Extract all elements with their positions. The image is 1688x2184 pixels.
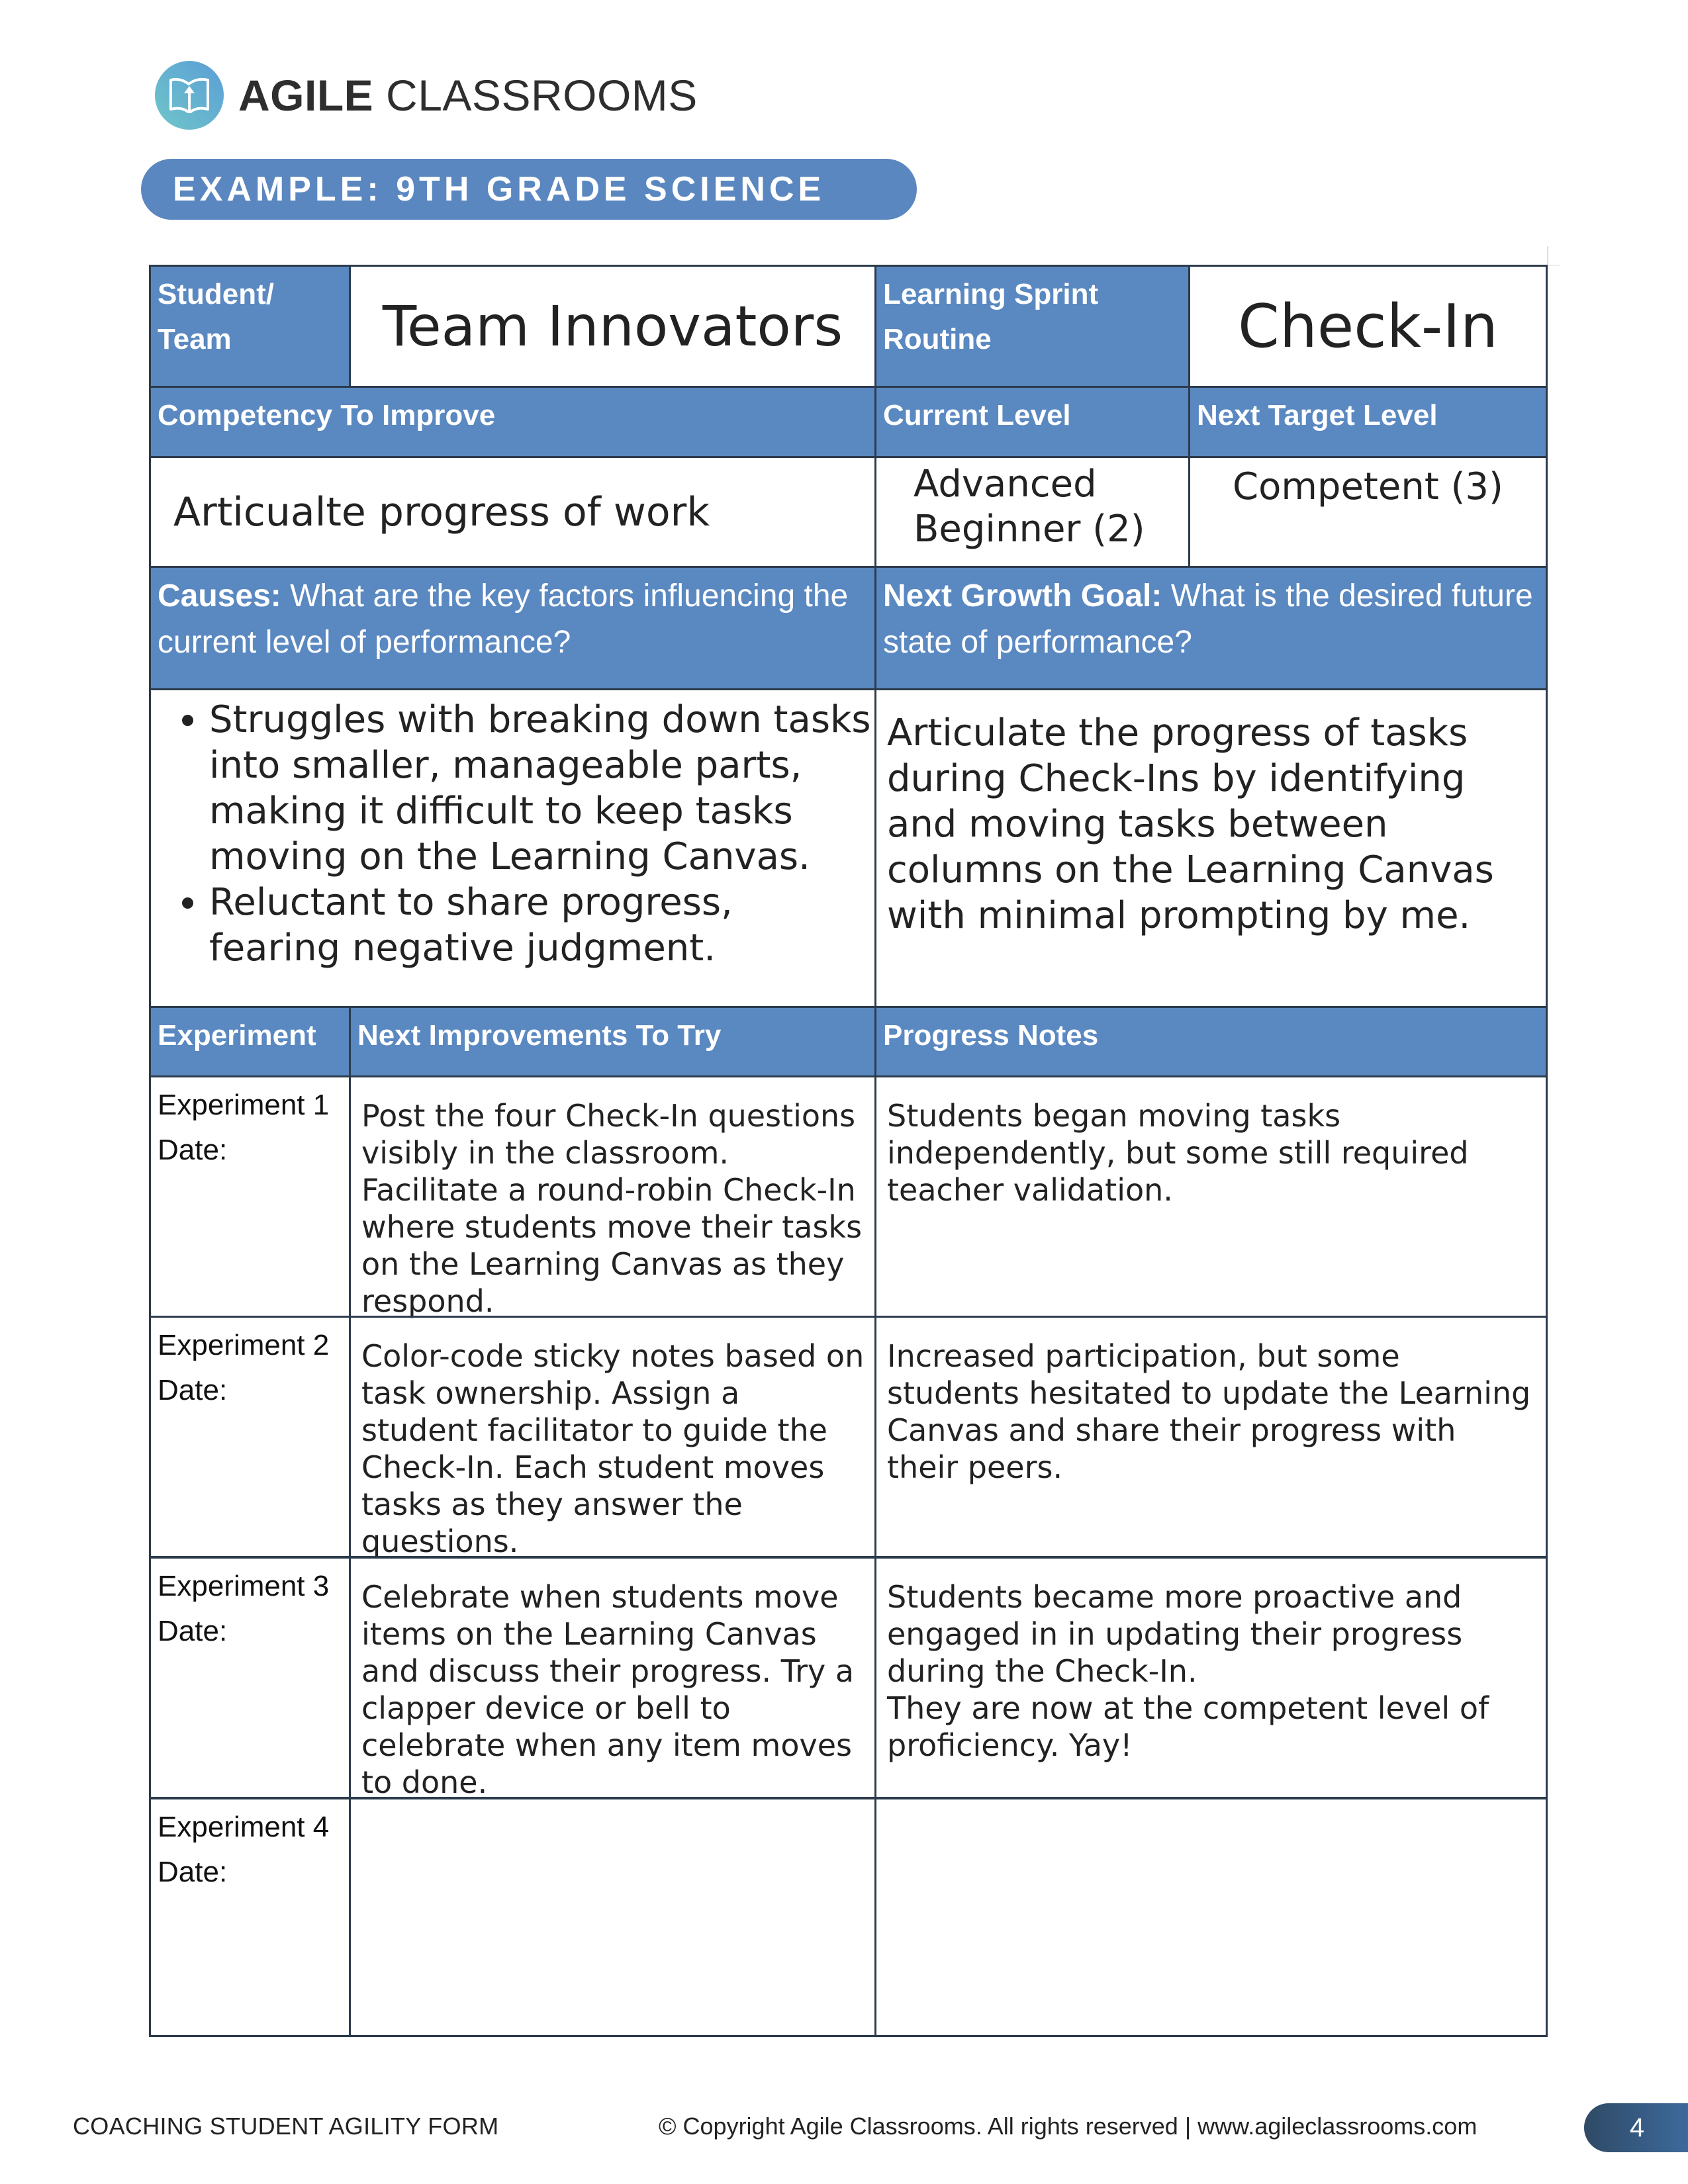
experiment-label-cell[interactable]	[149, 1797, 351, 2037]
experiment-date-label: Date:	[158, 1134, 228, 1166]
goal-label-text: What is the desired future state of performance?	[883, 578, 1533, 660]
experiment-notes-cell[interactable]	[874, 1316, 1548, 1558]
causes-value-cell[interactable]	[149, 688, 876, 1008]
improvements-header-cell	[349, 1006, 876, 1077]
causes-item: • Struggles with breaking down tasks into smaller, manageable parts, making it difficult to keep tasks moving on the Learning Canvas.	[209, 697, 874, 880]
page-number-badge	[1584, 2103, 1688, 2152]
improvements-header: Next Improvements To Try	[357, 1019, 722, 1052]
notes-header-cell	[874, 1006, 1548, 1077]
brand-name-light: CLASSROOMS	[386, 71, 698, 120]
goal-label-bold: Next Growth Goal:	[883, 578, 1162, 614]
experiment-notes	[876, 1799, 1546, 1819]
next-level-label-cell	[1188, 386, 1548, 458]
experiment-improvement-cell[interactable]	[349, 1316, 876, 1558]
experiment-header: Experiment	[158, 1019, 316, 1052]
competency-label-cell	[149, 386, 876, 458]
experiment-number: Experiment 2	[158, 1329, 330, 1361]
corner-mark	[1547, 246, 1560, 266]
goal-label	[876, 568, 1546, 671]
experiment-improvement-cell[interactable]	[349, 1797, 876, 2037]
next-level-value: Competent (3)	[1233, 465, 1503, 508]
experiment-number: Experiment 1	[158, 1089, 330, 1121]
experiment-notes-cell[interactable]	[874, 1797, 1548, 2037]
goal-label-cell	[874, 566, 1548, 690]
experiment-improvement: Color-code sticky notes based on task ownership. Assign a student facilitator to guide the Check-In. Each student moves tasks as they answer the questions.	[361, 1338, 865, 1559]
experiment-label-cell[interactable]	[149, 1557, 351, 1799]
experiment-improvement-cell[interactable]	[349, 1557, 876, 1799]
experiment-improvement-cell[interactable]	[349, 1075, 876, 1318]
experiment-header-cell	[149, 1006, 351, 1077]
goal-value-cell[interactable]	[874, 688, 1548, 1008]
competency-value: Articualte progress of work	[173, 488, 710, 535]
experiment-number: Experiment 4	[158, 1811, 330, 1843]
competency-label: Competency To Improve	[158, 399, 496, 432]
page-number: 4	[1629, 2113, 1645, 2142]
footer-form-title: COACHING STUDENT AGILITY FORM	[73, 2113, 499, 2140]
brand-name-bold: AGILE	[238, 71, 374, 120]
banner-title: EXAMPLE: 9TH GRADE SCIENCE	[173, 170, 825, 208]
coaching-form-table	[149, 265, 1548, 2037]
experiment-label	[151, 1318, 349, 1418]
student-team-value-cell[interactable]	[349, 265, 876, 388]
brand-logo	[155, 60, 698, 131]
routine-value-cell[interactable]	[1188, 265, 1548, 388]
experiment-label	[151, 1799, 349, 1900]
experiment-label	[151, 1077, 349, 1178]
current-level-label-cell	[874, 386, 1190, 458]
open-book-arrow-icon	[155, 61, 224, 130]
student-team-label-cell	[149, 265, 351, 388]
experiment-improvement: Post the four Check-In questions visibly in the classroom. Facilitate a round-robin Check-In where students move their tasks on the Learning Canvas as they respond.	[361, 1098, 863, 1319]
experiment-label-cell[interactable]	[149, 1316, 351, 1558]
example-banner	[141, 159, 917, 220]
causes-label-text: What are the key factors influencing the current level of performance?	[158, 578, 849, 660]
current-level-label: Current Level	[883, 399, 1071, 432]
experiment-notes-cell[interactable]	[874, 1557, 1548, 1799]
next-level-label: Next Target Level	[1197, 399, 1438, 432]
experiment-improvement	[351, 1799, 874, 1819]
causes-label-cell	[149, 566, 876, 690]
causes-label-bold: Causes:	[158, 578, 281, 614]
experiment-label	[151, 1559, 349, 1659]
competency-value-cell[interactable]	[149, 456, 876, 568]
next-level-value-cell[interactable]	[1188, 456, 1548, 568]
experiment-notes: Students began moving tasks independently, but some still required teacher validation.	[887, 1098, 1469, 1208]
causes-item: • Reluctant to share progress, fearing negative judgment.	[209, 880, 874, 971]
experiment-number: Experiment 3	[158, 1570, 330, 1602]
brand-name	[238, 70, 698, 120]
causes-label	[151, 568, 874, 671]
goal-value: Articulate the progress of tasks during Check-Ins by identifying and moving tasks between columns on the Learning Canvas with minimal prompting by me.	[887, 711, 1494, 937]
routine-label: Learning Sprint Routine	[883, 278, 1099, 355]
notes-header: Progress Notes	[883, 1019, 1099, 1052]
current-level-value-cell[interactable]	[874, 456, 1190, 568]
causes-list	[151, 697, 874, 971]
experiment-label-cell[interactable]	[149, 1075, 351, 1318]
footer-copyright[interactable]: © Copyright Agile Classrooms. All rights reserved | www.agileclassrooms.com	[659, 2113, 1477, 2140]
experiment-date-label: Date:	[158, 1856, 228, 1888]
current-level-value: Advanced Beginner (2)	[914, 463, 1145, 551]
experiment-date-label: Date:	[158, 1615, 228, 1647]
experiment-notes-cell[interactable]	[874, 1075, 1548, 1318]
experiment-date-label: Date:	[158, 1374, 228, 1406]
routine-label-cell	[874, 265, 1190, 388]
routine-value: Check-In	[1238, 291, 1498, 361]
student-team-label: Student/ Team	[158, 278, 274, 355]
experiment-notes: Students became more proactive and engaged in in updating their progress during the Check-In. They are now at the competent level of proficiency. Yay!	[887, 1579, 1489, 1763]
experiment-notes: Increased participation, but some students hesitated to update the Learning Canvas and share their progress with their peers.	[887, 1338, 1531, 1485]
experiment-improvement: Celebrate when students move items on the Learning Canvas and discuss their progress. Try a clapper device or bell to celebrate when any item moves to done.	[361, 1579, 855, 1800]
student-team-value: Team Innovators	[382, 294, 843, 359]
